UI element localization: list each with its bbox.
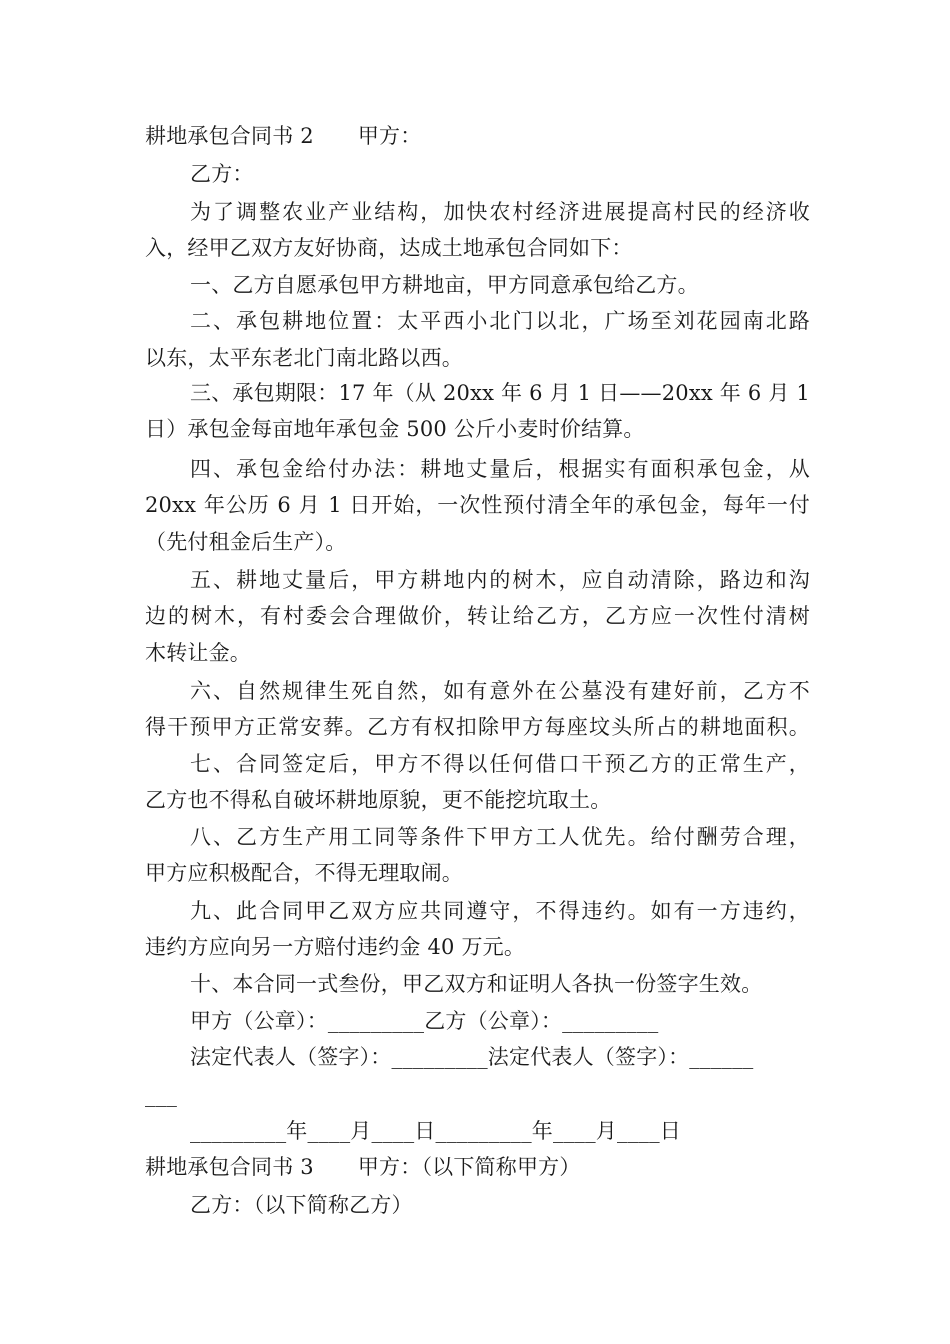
paragraph-line: 为了调整农业产业结构，加快农村经济进展提高村民的经济收: [190, 200, 810, 224]
contract-3-title: 耕地承包合同书 3: [145, 1155, 314, 1179]
date-line: _________年____月____日_________年____月____日: [190, 1119, 681, 1143]
clause-8-line: 甲方应积极配合，不得无理取闹。: [145, 861, 463, 885]
paragraph-line: 入，经甲乙双方友好协商，达成土地承包合同如下：: [145, 236, 633, 260]
clause-3-line: 三、承包期限：17 年（从 20xx 年 6 月 1 日——20xx 年 6 月 1: [190, 381, 810, 405]
clause-9-line: 九、此合同甲乙双方应共同遵守，不得违约。如有一方违约，: [190, 899, 810, 923]
signature-line-continuation: ___: [145, 1083, 178, 1107]
clause-5-line: 木转让金。: [145, 641, 251, 665]
seal-line: 甲方（公章）：_________乙方（公章）：_________: [190, 1009, 659, 1033]
clause-2-line: 二、承包耕地位置：太平西小北门以北，广场至刘花园南北路: [190, 309, 810, 333]
representative-signature-line: 法定代表人（签字）：_________法定代表人（签字）：______: [190, 1045, 754, 1069]
clause-2-line: 以东，太平东老北门南北路以西。: [145, 346, 463, 370]
clause-8-line: 八、乙方生产用工同等条件下甲方工人优先。给付酬劳合理，: [190, 825, 810, 849]
clause-7-line: 乙方也不得私自破坏耕地原貌，更不能挖坑取土。: [145, 788, 612, 812]
contract-2-heading-line: [145, 121, 810, 151]
party-a-3-label: 甲方：（以下简称甲方）: [357, 1155, 581, 1179]
party-a-label: 甲方：: [357, 124, 422, 148]
clause-1: 一、乙方自愿承包甲方耕地亩，甲方同意承包给乙方。: [190, 273, 699, 297]
contract-2-title: 耕地承包合同书 2: [145, 124, 314, 148]
clause-5-line: 边的树木，有村委会合理做价，转让给乙方，乙方应一次性付清树: [145, 604, 810, 628]
clause-7-line: 七、合同签定后，甲方不得以任何借口干预乙方的正常生产，: [190, 752, 810, 776]
clause-4-line: 20xx 年公历 6 月 1 日开始，一次性预付清全年的承包金，每年一付: [145, 493, 810, 517]
party-b-label: 乙方：: [190, 162, 254, 186]
party-b-3-label: 乙方：（以下简称乙方）: [190, 1193, 413, 1217]
clause-3-line: 日）承包金每亩地年承包金 500 公斤小麦时价结算。: [145, 417, 645, 441]
clause-4-line: 四、承包金给付办法：耕地丈量后，根据实有面积承包金，从: [190, 457, 810, 481]
clause-6-line: 得干预甲方正常安葬。乙方有权扣除甲方每座坟头所占的耕地面积。: [145, 715, 810, 739]
clause-6-line: 六、自然规律生死自然，如有意外在公墓没有建好前，乙方不: [190, 679, 810, 703]
clause-5-line: 五、耕地丈量后，甲方耕地内的树木，应自动清除，路边和沟: [190, 568, 810, 592]
clause-10: 十、本合同一式叁份，甲乙双方和证明人各执一份签字生效。: [190, 972, 763, 996]
clause-4-line: （先付租金后生产）。: [145, 530, 347, 554]
contract-3-heading-line: [145, 1152, 810, 1182]
clause-9-line: 违约方应向另一方赔付违约金 40 万元。: [145, 935, 526, 959]
